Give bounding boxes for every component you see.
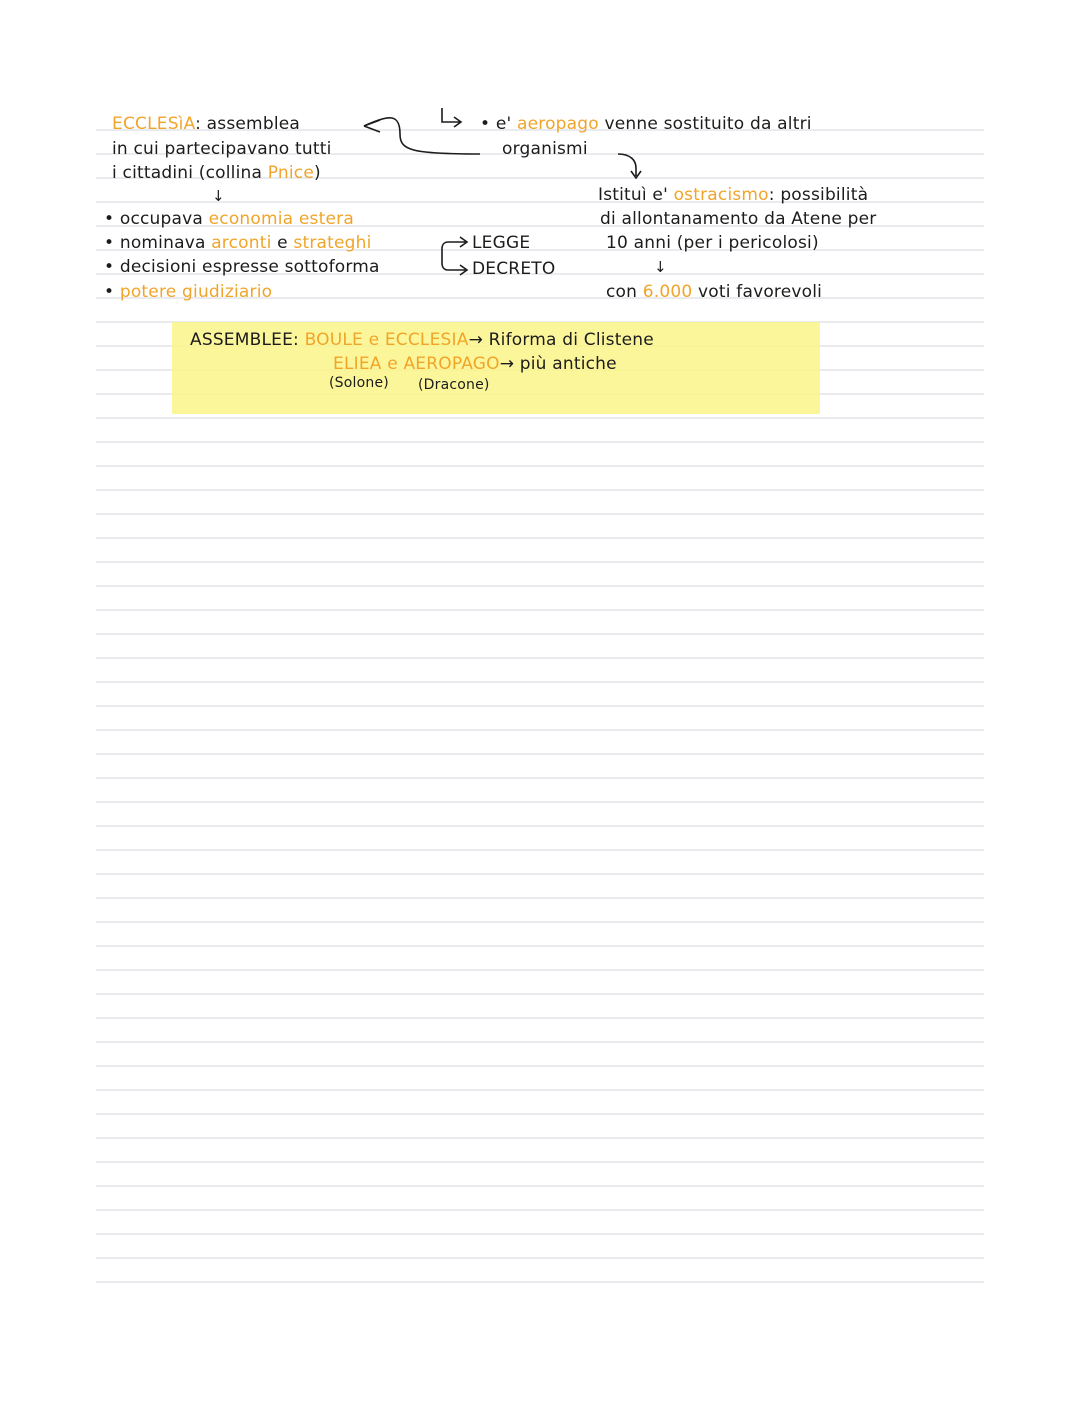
assemblee-row-2: [333, 354, 617, 374]
ostracismo-con: con: [606, 282, 643, 302]
bullet-item-1: [104, 209, 354, 229]
bullet-item-4: [104, 282, 272, 302]
row-1-arrow: →: [468, 330, 484, 350]
bullet-highlight-2: strateghi: [293, 233, 372, 253]
ostracismo-down-arrow: ↓: [654, 258, 667, 276]
bullet-dot: •: [104, 233, 115, 253]
older-assemblies: più antiche: [514, 354, 617, 374]
bullet-item-3: [104, 257, 380, 277]
bullet-dot: •: [104, 282, 115, 302]
eliea-aeropago-terms: ELIEA e AEROPAGO: [333, 354, 500, 374]
clistene-reform: Riforma di Clistene: [483, 330, 654, 350]
bullet-item-2: [104, 233, 372, 253]
bullet-highlight: potere giudiziario: [119, 282, 273, 302]
aeropago-line-1: [480, 114, 812, 134]
decreto-label: DECRETO: [472, 259, 556, 279]
branch-bracket: [436, 236, 472, 276]
ecclesia-line-3-close: ): [313, 163, 321, 183]
bullet-highlight: economia estera: [208, 209, 354, 229]
bullet-text: decisioni espresse sottoforma: [119, 257, 380, 277]
ecclesia-definition: : assemblea: [195, 114, 301, 134]
aeropago-line-2: organismi: [502, 139, 588, 159]
ostracismo-line-1: [598, 185, 868, 205]
bullet-text-mid: e: [271, 233, 294, 253]
ostracismo-votes-text: voti favorevoli: [692, 282, 823, 302]
ecclesia-line-1: [112, 114, 300, 134]
aeropago-rest: venne sostituito da altri: [598, 114, 812, 134]
ecclesia-line-2: in cui partecipavano tutti: [112, 139, 332, 159]
pnice-term: Pnice: [267, 163, 314, 183]
assemblee-label: ASSEMBLEE:: [190, 330, 305, 350]
legge-label: LEGGE: [472, 233, 531, 253]
aeropago-term: aeropago: [516, 114, 599, 134]
ecclesia-line-3: [112, 163, 321, 183]
ostracismo-line-3: 10 anni (per i pericolosi): [606, 233, 819, 253]
bullet-dot: •: [104, 209, 115, 229]
row-2-arrow: →: [499, 354, 515, 374]
ostracismo-line-4: [606, 282, 822, 302]
votes-number: 6.000: [642, 282, 693, 302]
bullet-dot: •: [104, 257, 115, 277]
ostracismo-prefix: Istituì e': [598, 185, 674, 205]
assemblee-row-1: [190, 330, 654, 350]
solone-note: (Solone): [329, 375, 389, 391]
bullet-text: nominava: [119, 233, 212, 253]
aeropago-bullet: •: [480, 114, 491, 134]
ecclesia-term: ECCLESìA: [112, 114, 196, 134]
bullet-highlight: arconti: [211, 233, 272, 253]
ostracismo-term: ostracismo: [673, 185, 769, 205]
ostracismo-line-2: di allontanamento da Atene per: [600, 209, 877, 229]
ecclesia-line-3-text: i cittadini (collina: [112, 163, 268, 183]
aeropago-prefix: e': [495, 114, 517, 134]
dracone-note: (Dracone): [418, 377, 490, 393]
boule-ecclesia-terms: BOULE e ECCLESIA: [304, 330, 469, 350]
ecclesia-down-arrow: ↓: [212, 187, 225, 205]
ostracismo-rest: : possibilità: [768, 185, 869, 205]
bullet-text: occupava: [119, 209, 209, 229]
